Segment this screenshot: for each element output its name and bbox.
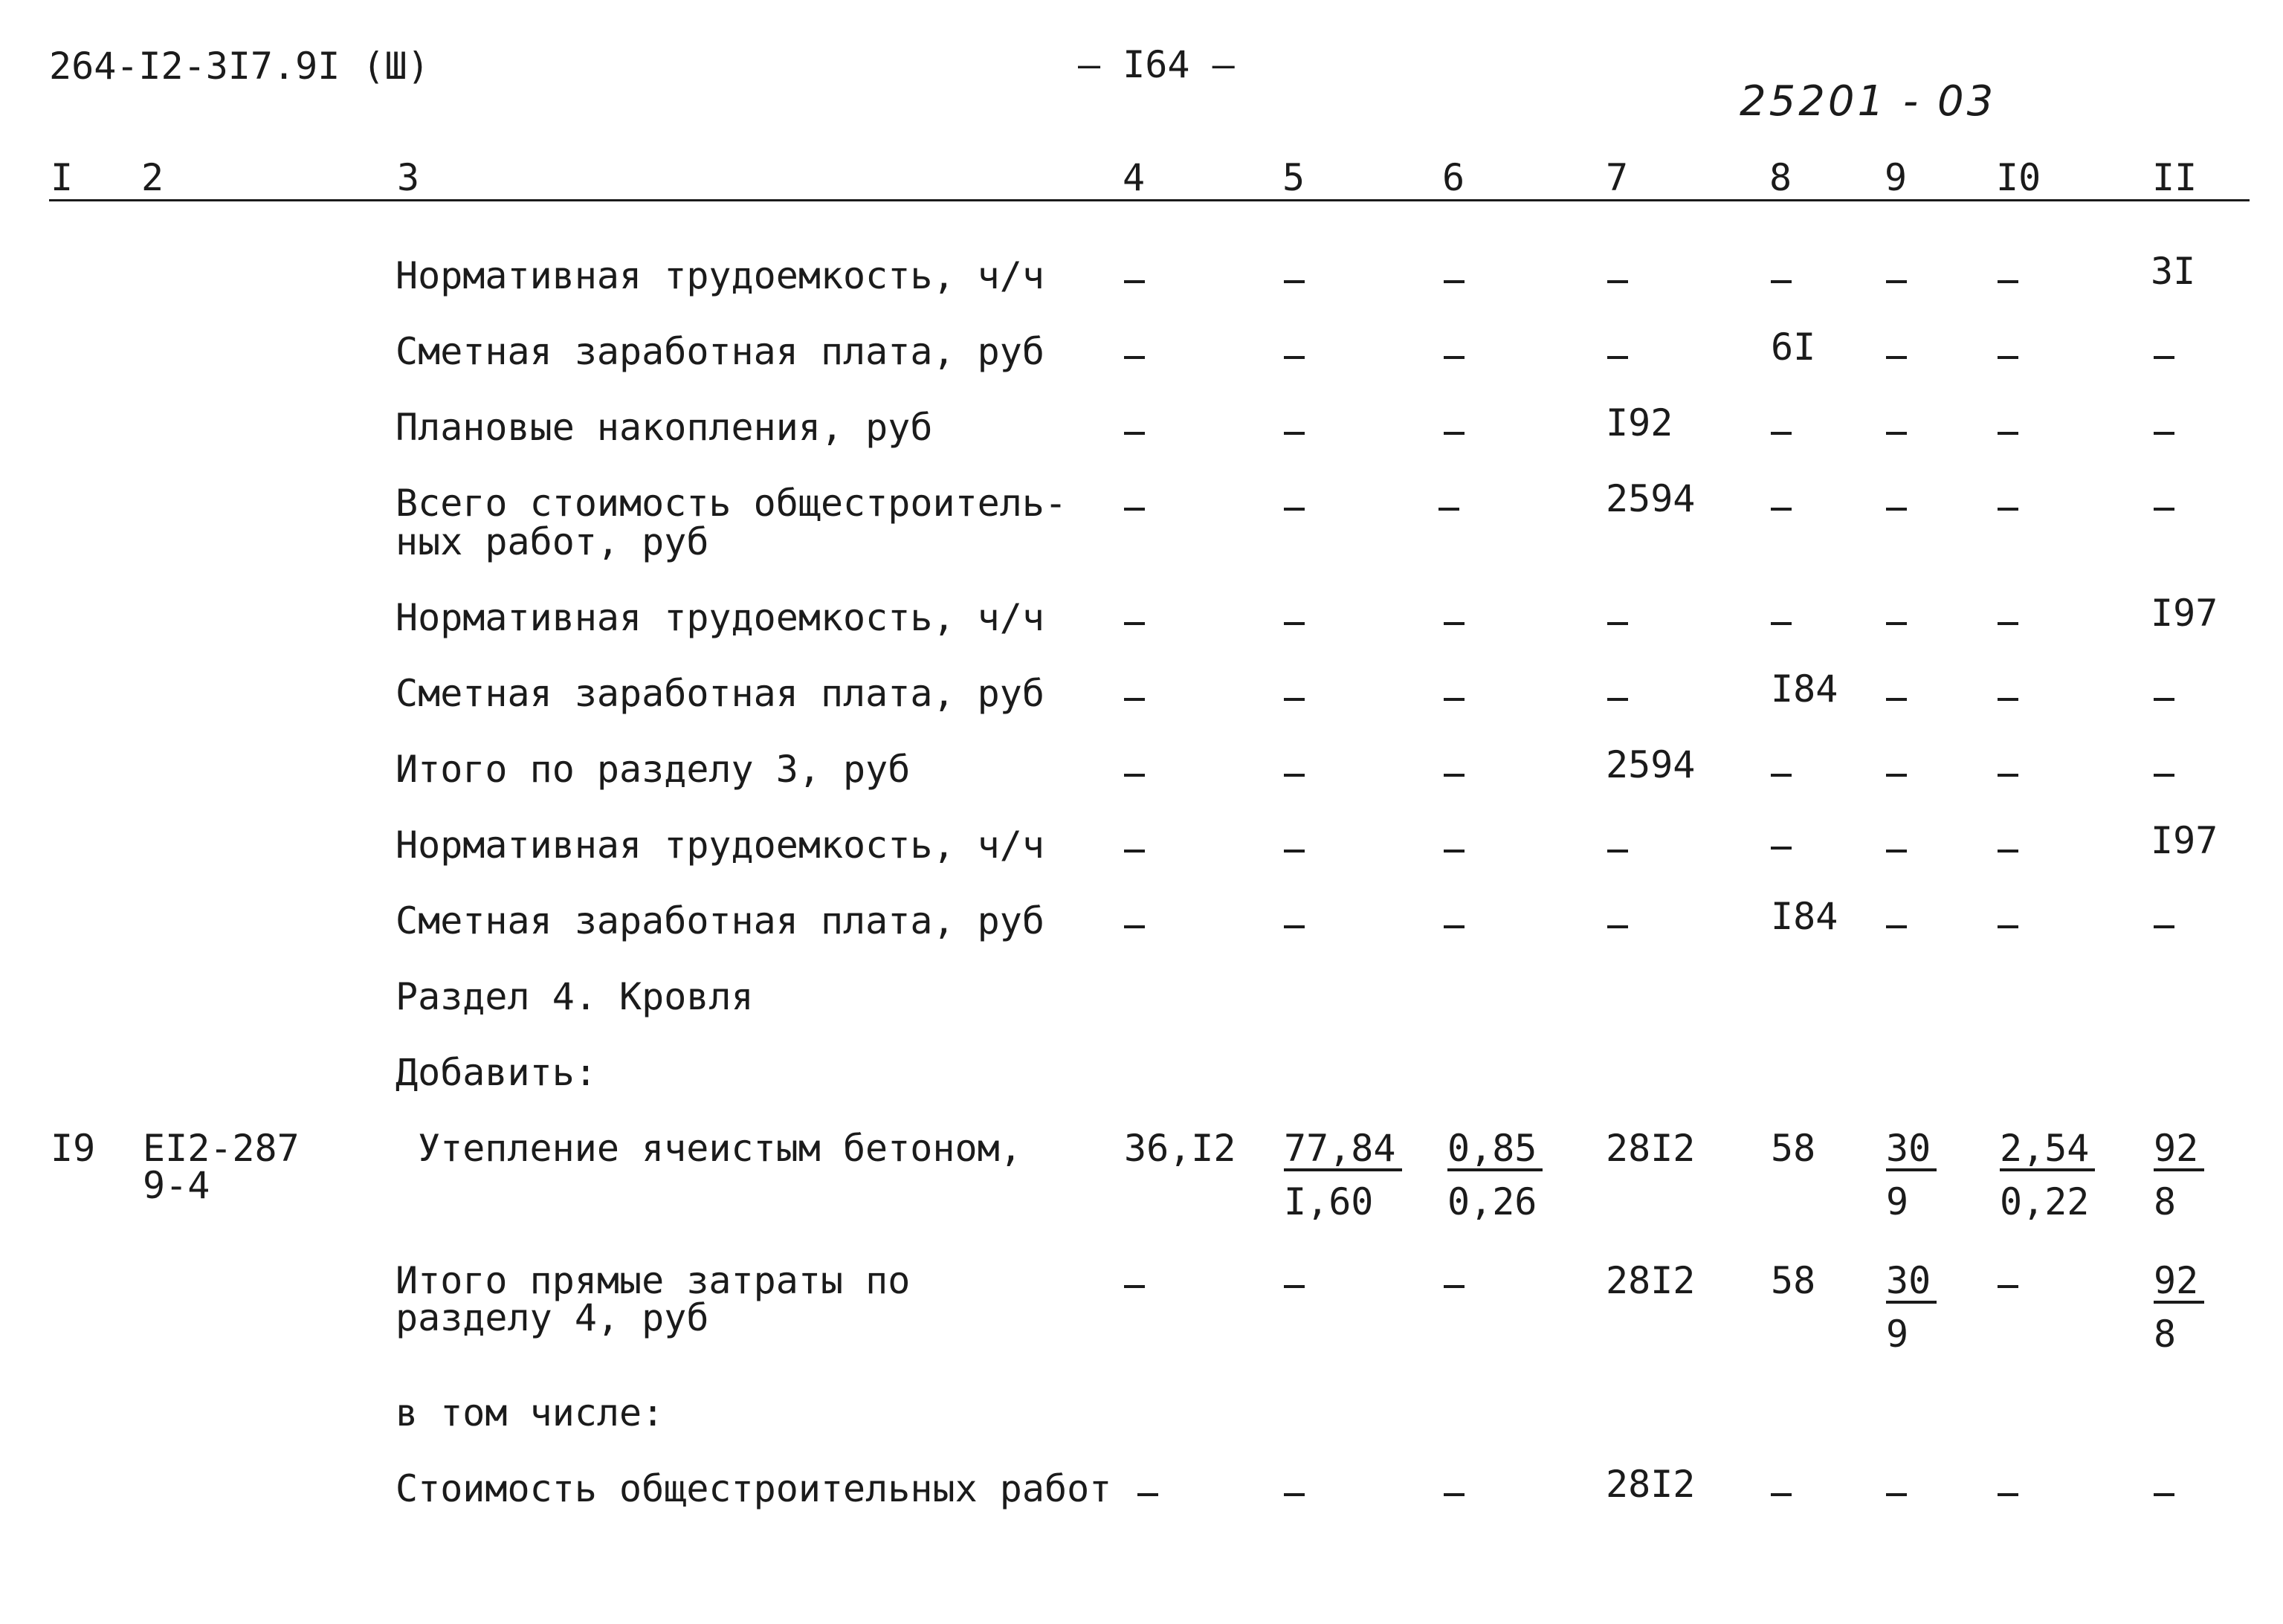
section-title: Раздел 4. Кровля (395, 975, 754, 1018)
col-header-2: 2 (141, 156, 164, 199)
dash (1607, 850, 1628, 853)
dash (1771, 847, 1792, 850)
dash (1998, 1285, 2018, 1288)
dash (1998, 698, 2018, 701)
dash (1998, 356, 2018, 359)
including-label: в том числе: (395, 1391, 665, 1434)
dash (1444, 432, 1465, 435)
row-desc: Стоимость общестроительных работ (395, 1467, 1112, 1510)
dash (2154, 508, 2174, 511)
dash (1886, 432, 1907, 435)
dash (1444, 850, 1465, 853)
cell-col8: 6I (1771, 326, 1816, 369)
dash (1998, 925, 2018, 928)
dash (1607, 280, 1628, 283)
cell-col11: 3I (2151, 250, 2196, 293)
dash (1284, 774, 1305, 777)
col-header-3: 3 (397, 156, 420, 199)
row-desc: Сметная заработная плата, руб (395, 330, 1044, 373)
dash (1771, 622, 1792, 625)
denominator: 8 (2154, 1180, 2177, 1223)
dash (1771, 280, 1792, 283)
document-code: 264-I2-3I7.9I (Ш) (49, 45, 430, 88)
dash (1284, 356, 1305, 359)
dash (1607, 925, 1628, 928)
row-desc: Нормативная трудоемкость, ч/ч (395, 596, 1044, 639)
dash (1998, 280, 2018, 283)
col-header-4: 4 (1123, 156, 1146, 199)
fraction-col9 (1886, 1128, 1937, 1222)
dash (1137, 1493, 1158, 1496)
row-desc-line1: Всего стоимость общестроитель- (395, 482, 1068, 525)
dash (1444, 1285, 1465, 1288)
col-header-10: I0 (1996, 156, 2041, 199)
cell-col7: I92 (1606, 401, 1673, 444)
page-number: – I64 – (1078, 43, 1235, 86)
dash (1284, 850, 1305, 853)
dash (1124, 850, 1145, 853)
cell-col7: 2594 (1606, 743, 1696, 786)
fraction-col10 (2000, 1128, 2095, 1222)
numerator: 30 (1886, 1261, 1937, 1304)
dash (2154, 925, 2174, 928)
dash (1444, 774, 1465, 777)
dash (1998, 432, 2018, 435)
dash (1284, 925, 1305, 928)
dash (2154, 432, 2174, 435)
col-header-6: 6 (1442, 156, 1465, 199)
dash (2154, 356, 2174, 359)
dash (1607, 356, 1628, 359)
row-desc: Сметная заработная плата, руб (395, 672, 1044, 715)
dash (1444, 356, 1465, 359)
col-header-11: II (2152, 156, 2198, 199)
fraction-col9 (1886, 1261, 1937, 1354)
dash (1124, 774, 1145, 777)
dash (2154, 698, 2174, 701)
dash (1998, 774, 2018, 777)
dash (1124, 280, 1145, 283)
dash (1124, 622, 1145, 625)
item-number: I9 (51, 1127, 96, 1170)
dash (1886, 622, 1907, 625)
dash (1124, 925, 1145, 928)
row-desc: Итого по разделу 3, руб (395, 748, 911, 791)
cell-col7: 2594 (1606, 477, 1696, 520)
dash (1124, 432, 1145, 435)
dash (1998, 1493, 2018, 1496)
cell-col4: 36,I2 (1124, 1127, 1236, 1170)
numerator: 2,54 (2000, 1128, 2095, 1171)
dash (1607, 698, 1628, 701)
row-desc: Нормативная трудоемкость, ч/ч (395, 824, 1044, 867)
dash (1284, 1285, 1305, 1288)
dash (1771, 432, 1792, 435)
denominator: I,60 (1284, 1180, 1374, 1223)
dash (1607, 622, 1628, 625)
cell-col8: I84 (1771, 895, 1838, 938)
dash (1444, 925, 1465, 928)
dash (1124, 356, 1145, 359)
fraction-col5 (1284, 1128, 1402, 1222)
numerator: 77,84 (1284, 1128, 1402, 1171)
numerator: 30 (1886, 1128, 1937, 1171)
dash (1284, 508, 1305, 511)
total-desc-line1: Итого прямые затраты по (395, 1259, 911, 1302)
dash (1998, 508, 2018, 511)
dash (1771, 1493, 1792, 1496)
numerator: 92 (2154, 1128, 2204, 1171)
item-desc: Утепление ячеистым бетоном, (418, 1127, 1022, 1170)
dash (1444, 622, 1465, 625)
fraction-col11 (2154, 1261, 2204, 1354)
col-header-9: 9 (1885, 156, 1908, 199)
col-header-5: 5 (1282, 156, 1305, 199)
add-label: Добавить: (395, 1051, 597, 1094)
cell-col8: I84 (1771, 667, 1838, 711)
dash (1886, 850, 1907, 853)
row-desc: Нормативная трудоемкость, ч/ч (395, 254, 1044, 297)
row-desc-line2: ных работ, руб (395, 520, 709, 563)
dash (1444, 1493, 1465, 1496)
dash (1886, 356, 1907, 359)
dash (1444, 280, 1465, 283)
denominator: 0,22 (2000, 1180, 2090, 1223)
dash (2154, 1493, 2174, 1496)
dash (1284, 280, 1305, 283)
dash (2154, 774, 2174, 777)
dash (1124, 698, 1145, 701)
item-code-line2: 9-4 (143, 1164, 210, 1207)
cell-col7: 28I2 (1606, 1463, 1696, 1506)
dash (1886, 1493, 1907, 1496)
dash (1886, 698, 1907, 701)
dash (1284, 698, 1305, 701)
denominator: 9 (1886, 1180, 1909, 1223)
fraction-col6 (1447, 1128, 1543, 1222)
denominator: 0,26 (1447, 1180, 1537, 1223)
dash (1886, 925, 1907, 928)
row-desc: Плановые накопления, руб (395, 406, 933, 449)
dash (1998, 850, 2018, 853)
dash (1998, 622, 2018, 625)
dash (1444, 698, 1465, 701)
dash (1438, 508, 1459, 511)
dash (1284, 432, 1305, 435)
total-desc-line2: разделу 4, руб (395, 1296, 709, 1339)
cell-col7: 28I2 (1606, 1259, 1696, 1302)
col-header-8: 8 (1769, 156, 1792, 199)
cell-col8: 58 (1771, 1259, 1816, 1302)
col-header-7: 7 (1606, 156, 1629, 199)
denominator: 8 (2154, 1313, 2177, 1356)
dash (1886, 280, 1907, 283)
dash (1124, 1285, 1145, 1288)
cell-col8: 58 (1771, 1127, 1816, 1170)
dash (1886, 508, 1907, 511)
fraction-col11 (2154, 1128, 2204, 1222)
item-code-line1: EI2-287 (143, 1127, 300, 1170)
dash (1771, 508, 1792, 511)
numerator: 92 (2154, 1261, 2204, 1304)
col-header-1: I (51, 156, 74, 199)
handwritten-note: 25201 - 03 (1740, 77, 1997, 126)
dash (1886, 774, 1907, 777)
header-rule (49, 199, 2250, 201)
cell-col11: I97 (2151, 819, 2218, 862)
dash (1124, 508, 1145, 511)
dash (1284, 1493, 1305, 1496)
dash (1771, 774, 1792, 777)
row-desc: Сметная заработная плата, руб (395, 899, 1044, 942)
dash (1284, 622, 1305, 625)
numerator: 0,85 (1447, 1128, 1543, 1171)
cell-col7: 28I2 (1606, 1127, 1696, 1170)
cell-col11: I97 (2151, 592, 2218, 635)
denominator: 9 (1886, 1313, 1909, 1356)
